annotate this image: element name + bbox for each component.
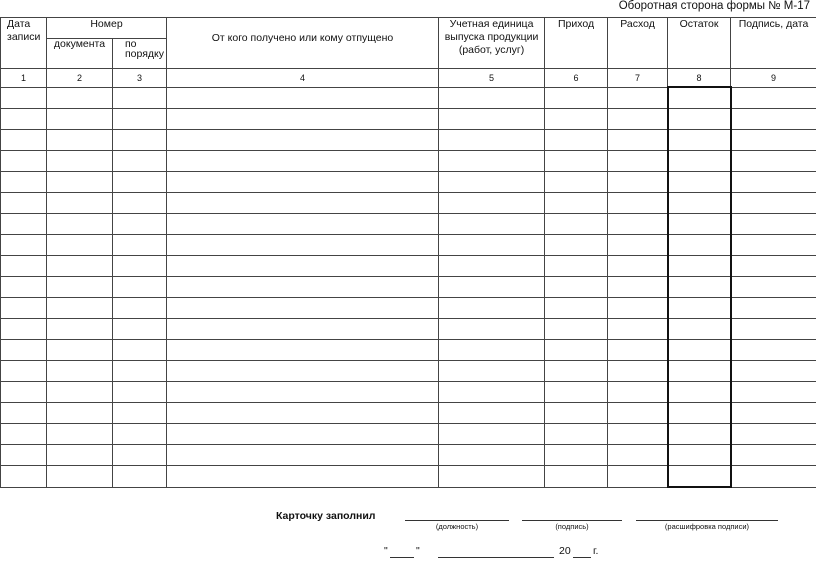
ledger-cell[interactable]: [113, 466, 167, 488]
ledger-cell[interactable]: [731, 340, 816, 361]
column-number: 1: [1, 69, 47, 88]
ledger-cell[interactable]: [47, 130, 113, 151]
year-prefix: 20: [559, 545, 571, 557]
column-number: 5: [439, 69, 545, 88]
ledger-cell[interactable]: [167, 319, 439, 340]
ledger-cell[interactable]: [608, 319, 668, 340]
ledger-cell[interactable]: [113, 256, 167, 277]
ledger-cell[interactable]: [608, 87, 668, 109]
ledger-cell[interactable]: [47, 361, 113, 382]
ledger-cell[interactable]: [113, 340, 167, 361]
column-number: 7: [608, 69, 668, 88]
ledger-cell[interactable]: [731, 382, 816, 403]
ledger-cell[interactable]: [668, 109, 731, 130]
ledger-cell[interactable]: [545, 172, 608, 193]
ledger-cell[interactable]: [1, 193, 47, 214]
ledger-cell[interactable]: [113, 87, 167, 109]
ledger-cell[interactable]: [668, 235, 731, 256]
ledger-cell[interactable]: [113, 109, 167, 130]
ledger-cell[interactable]: [167, 151, 439, 172]
ledger-cell[interactable]: [439, 151, 545, 172]
decoding-line[interactable]: [636, 520, 778, 521]
ledger-cell[interactable]: [668, 319, 731, 340]
ledger-cell[interactable]: [608, 130, 668, 151]
ledger-row: [1, 298, 816, 319]
ledger-cell[interactable]: [608, 424, 668, 445]
day-line[interactable]: [390, 557, 414, 558]
ledger-row: [1, 87, 816, 109]
ledger-cell[interactable]: [1, 340, 47, 361]
ledger-cell[interactable]: [731, 403, 816, 424]
ledger-cell[interactable]: [545, 445, 608, 466]
ledger-cell[interactable]: [1, 403, 47, 424]
ledger-cell[interactable]: [167, 382, 439, 403]
ledger-cell[interactable]: [545, 403, 608, 424]
header-date: Дата записи: [1, 18, 47, 69]
ledger-cell[interactable]: [113, 214, 167, 235]
ledger-cell[interactable]: [113, 319, 167, 340]
ledger-cell[interactable]: [47, 340, 113, 361]
ledger-cell[interactable]: [731, 235, 816, 256]
ledger-cell[interactable]: [1, 466, 47, 488]
ledger-cell[interactable]: [1, 172, 47, 193]
ledger-row: [1, 130, 816, 151]
ledger-cell[interactable]: [1, 256, 47, 277]
header-number: Номер: [47, 18, 167, 39]
ledger-cell[interactable]: [167, 424, 439, 445]
ledger-cell[interactable]: [1, 109, 47, 130]
ledger-cell[interactable]: [608, 235, 668, 256]
ledger-cell[interactable]: [608, 172, 668, 193]
position-line[interactable]: [405, 520, 509, 521]
ledger-cell[interactable]: [731, 151, 816, 172]
ledger-row: [1, 214, 816, 235]
ledger-cell[interactable]: [1, 214, 47, 235]
ledger-cell[interactable]: [545, 382, 608, 403]
ledger-cell[interactable]: [545, 214, 608, 235]
ledger-cell[interactable]: [545, 277, 608, 298]
ledger-cell[interactable]: [668, 130, 731, 151]
header-unit: Учетная единица выпуска продукции (работ, услуг): [439, 18, 545, 69]
ledger-cell[interactable]: [731, 193, 816, 214]
year-suffix: г.: [593, 545, 599, 557]
ledger-cell[interactable]: [439, 172, 545, 193]
signature-line[interactable]: [522, 520, 622, 521]
ledger-cell[interactable]: [439, 214, 545, 235]
ledger-cell[interactable]: [439, 256, 545, 277]
ledger-cell[interactable]: [47, 87, 113, 109]
ledger-row: [1, 445, 816, 466]
ledger-row: [1, 172, 816, 193]
ledger-cell[interactable]: [1, 87, 47, 109]
ledger-cell[interactable]: [167, 214, 439, 235]
ledger-cell[interactable]: [668, 172, 731, 193]
ledger-cell[interactable]: [731, 130, 816, 151]
ledger-cell[interactable]: [608, 109, 668, 130]
ledger-cell[interactable]: [439, 382, 545, 403]
ledger-cell[interactable]: [47, 319, 113, 340]
ledger-cell[interactable]: [113, 424, 167, 445]
ledger-row: [1, 466, 816, 488]
ledger-cell[interactable]: [731, 361, 816, 382]
ledger-cell[interactable]: [608, 403, 668, 424]
ledger-cell[interactable]: [731, 424, 816, 445]
ledger-cell[interactable]: [608, 382, 668, 403]
ledger-cell[interactable]: [47, 403, 113, 424]
ledger-cell[interactable]: [167, 277, 439, 298]
quote-open: ": [384, 545, 388, 557]
ledger-cell[interactable]: [668, 361, 731, 382]
ledger-cell[interactable]: [1, 235, 47, 256]
ledger-cell[interactable]: [167, 172, 439, 193]
ledger-cell[interactable]: [668, 151, 731, 172]
ledger-row: [1, 277, 816, 298]
filled-by-label: Карточку заполнил: [276, 510, 376, 522]
ledger-cell[interactable]: [545, 466, 608, 488]
ledger-cell[interactable]: [1, 298, 47, 319]
ledger-cell[interactable]: [439, 361, 545, 382]
ledger-cell[interactable]: [167, 87, 439, 109]
ledger-cell[interactable]: [439, 109, 545, 130]
ledger-cell[interactable]: [731, 319, 816, 340]
ledger-row: [1, 109, 816, 130]
form-title: Оборотная сторона формы № М-17: [618, 0, 810, 12]
ledger-cell[interactable]: [608, 214, 668, 235]
ledger-cell[interactable]: [731, 214, 816, 235]
header-income: Приход: [545, 18, 608, 69]
ledger-row: [1, 340, 816, 361]
ledger-cell[interactable]: [439, 235, 545, 256]
column-number: 2: [47, 69, 113, 88]
month-line[interactable]: [438, 557, 554, 558]
ledger-cell[interactable]: [731, 466, 816, 488]
ledger-cell[interactable]: [113, 403, 167, 424]
ledger-cell[interactable]: [545, 424, 608, 445]
ledger-cell[interactable]: [608, 256, 668, 277]
ledger-cell[interactable]: [113, 361, 167, 382]
ledger-cell[interactable]: [1, 151, 47, 172]
ledger-cell[interactable]: [113, 151, 167, 172]
ledger-cell[interactable]: [608, 361, 668, 382]
ledger-cell[interactable]: [668, 466, 731, 488]
header-from-whom: От кого получено или кому отпущено: [167, 18, 439, 69]
ledger-cell[interactable]: [545, 340, 608, 361]
ledger-cell[interactable]: [47, 235, 113, 256]
ledger-cell[interactable]: [668, 424, 731, 445]
ledger-row: [1, 193, 816, 214]
ledger-cell[interactable]: [731, 256, 816, 277]
ledger-cell[interactable]: [1, 319, 47, 340]
column-number: 9: [731, 69, 816, 88]
ledger-cell[interactable]: [167, 466, 439, 488]
ledger-cell[interactable]: [545, 235, 608, 256]
ledger-cell[interactable]: [545, 151, 608, 172]
ledger-cell[interactable]: [47, 214, 113, 235]
ledger-cell[interactable]: [47, 445, 113, 466]
ledger-cell[interactable]: [167, 130, 439, 151]
ledger-cell[interactable]: [731, 298, 816, 319]
ledger-cell[interactable]: [545, 298, 608, 319]
ledger-cell[interactable]: [668, 277, 731, 298]
ledger-cell[interactable]: [47, 466, 113, 488]
ledger-cell[interactable]: [668, 256, 731, 277]
decoding-caption: (расшифровка подписи): [664, 522, 750, 531]
ledger-cell[interactable]: [113, 172, 167, 193]
ledger-cell[interactable]: [167, 193, 439, 214]
ledger-cell[interactable]: [731, 277, 816, 298]
ledger-cell[interactable]: [113, 277, 167, 298]
card-footer: [0, 500, 816, 569]
ledger-row: [1, 235, 816, 256]
ledger-cell[interactable]: [668, 403, 731, 424]
ledger-cell[interactable]: [668, 445, 731, 466]
column-number: 8: [668, 69, 731, 88]
column-number: 3: [113, 69, 167, 88]
ledger-cell[interactable]: [439, 193, 545, 214]
ledger-cell[interactable]: [439, 424, 545, 445]
ledger-cell[interactable]: [439, 466, 545, 488]
year-line[interactable]: [573, 557, 591, 558]
header-expense: Расход: [608, 18, 668, 69]
ledger-cell[interactable]: [47, 151, 113, 172]
ledger-cell[interactable]: [167, 298, 439, 319]
ledger-row: [1, 361, 816, 382]
ledger-cell[interactable]: [47, 277, 113, 298]
ledger-cell[interactable]: [167, 256, 439, 277]
ledger-row: [1, 256, 816, 277]
ledger-cell[interactable]: [47, 298, 113, 319]
ledger-cell[interactable]: [1, 382, 47, 403]
ledger-cell[interactable]: [668, 214, 731, 235]
ledger-row: [1, 382, 816, 403]
header-number-document: документа: [47, 39, 113, 69]
ledger-cell[interactable]: [47, 256, 113, 277]
ledger-cell[interactable]: [545, 130, 608, 151]
ledger-cell[interactable]: [608, 151, 668, 172]
ledger-cell[interactable]: [545, 256, 608, 277]
ledger-cell[interactable]: [439, 130, 545, 151]
ledger-cell[interactable]: [731, 445, 816, 466]
ledger-cell[interactable]: [113, 193, 167, 214]
ledger-cell[interactable]: [608, 277, 668, 298]
ledger-cell[interactable]: [113, 298, 167, 319]
ledger-cell[interactable]: [167, 109, 439, 130]
ledger-cell[interactable]: [439, 319, 545, 340]
ledger-cell[interactable]: [113, 445, 167, 466]
ledger-cell[interactable]: [608, 340, 668, 361]
ledger-row: [1, 319, 816, 340]
ledger-cell[interactable]: [668, 193, 731, 214]
signature-caption: (подпись): [555, 522, 589, 531]
column-number: 4: [167, 69, 439, 88]
ledger-cell[interactable]: [113, 382, 167, 403]
ledger-cell[interactable]: [439, 298, 545, 319]
ledger-cell[interactable]: [439, 87, 545, 109]
ledger-cell[interactable]: [545, 87, 608, 109]
quote-close: ": [416, 545, 420, 557]
ledger-cell[interactable]: [668, 340, 731, 361]
ledger-cell[interactable]: [545, 319, 608, 340]
ledger-cell[interactable]: [545, 109, 608, 130]
ledger-cell[interactable]: [545, 193, 608, 214]
ledger-cell[interactable]: [668, 382, 731, 403]
ledger-cell[interactable]: [608, 193, 668, 214]
ledger-cell[interactable]: [668, 87, 731, 109]
ledger-cell[interactable]: [113, 130, 167, 151]
ledger-cell[interactable]: [47, 193, 113, 214]
ledger-cell[interactable]: [47, 424, 113, 445]
ledger-cell[interactable]: [1, 424, 47, 445]
ledger-cell[interactable]: [167, 361, 439, 382]
ledger-cell[interactable]: [608, 466, 668, 488]
ledger-cell[interactable]: [47, 172, 113, 193]
ledger-cell[interactable]: [167, 340, 439, 361]
ledger-cell[interactable]: [1, 445, 47, 466]
header-signature-date: Подпись, дата: [731, 18, 816, 69]
position-caption: (должность): [435, 522, 479, 531]
ledger-cell[interactable]: [608, 445, 668, 466]
ledger-cell[interactable]: [47, 382, 113, 403]
ledger-cell[interactable]: [113, 235, 167, 256]
ledger-cell[interactable]: [439, 277, 545, 298]
header-number-order: по порядку: [113, 39, 167, 69]
ledger-cell[interactable]: [731, 109, 816, 130]
header-balance: Остаток: [668, 18, 731, 69]
ledger-cell[interactable]: [1, 361, 47, 382]
ledger-cell[interactable]: [167, 235, 439, 256]
ledger-cell[interactable]: [47, 109, 113, 130]
ledger-cell[interactable]: [731, 172, 816, 193]
ledger-cell[interactable]: [439, 403, 545, 424]
column-number: 6: [545, 69, 608, 88]
ledger-cell[interactable]: [439, 340, 545, 361]
ledger-cell[interactable]: [167, 445, 439, 466]
ledger-cell[interactable]: [608, 298, 668, 319]
ledger-row: [1, 403, 816, 424]
ledger-cell[interactable]: [545, 361, 608, 382]
ledger-row: [1, 151, 816, 172]
ledger-row: [1, 424, 816, 445]
ledger-cell[interactable]: [439, 445, 545, 466]
ledger-cell[interactable]: [167, 403, 439, 424]
ledger-cell[interactable]: [668, 298, 731, 319]
stock-card-table: [0, 17, 816, 488]
ledger-cell[interactable]: [1, 130, 47, 151]
ledger-cell[interactable]: [731, 87, 816, 109]
ledger-cell[interactable]: [1, 277, 47, 298]
